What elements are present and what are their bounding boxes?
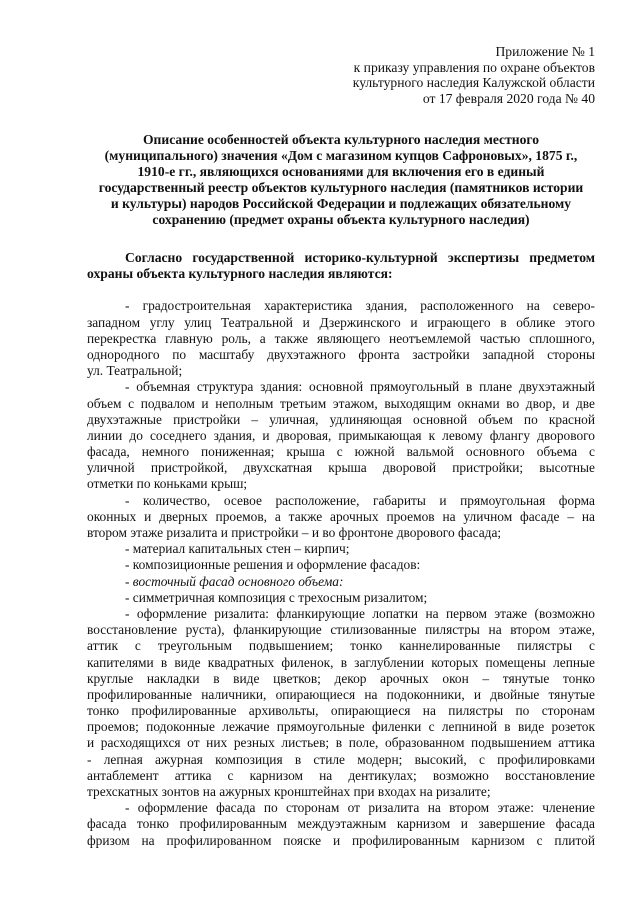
title-line: и культуры) народов Российской Федерации и подлежащих обязательному — [110, 196, 572, 211]
body-line: фризом на профилированном пояске и профилированным карнизом с плитой — [87, 832, 595, 848]
header-line: Приложение № 1 — [495, 44, 595, 59]
body-line: ул. Театральной; — [87, 363, 183, 379]
body-line: - объемная структура здания: основной прямоугольный в плане двухэтажный — [125, 379, 595, 395]
title-line: Описание особенностей объекта культурного наследия местного — [142, 132, 540, 147]
body-line: капителями в виде квадратных филенок, в заглублении которых помещены лепные — [87, 654, 595, 670]
header-line: культурного наследия Калужской области — [352, 75, 595, 90]
body-line: тонко профилированные архивольты, опирающиеся на пилястры по сторонам — [87, 703, 595, 719]
body-line: - количество, осевое расположение, габариты и прямоугольная форма — [125, 492, 595, 508]
body-line: - симметричная композиция с трехосным ризалитом; — [125, 589, 428, 605]
body-line: втором этаже ризалита и пристройки – и во фронтоне дворового фасада; — [87, 525, 502, 540]
title-line: государственный реестр объектов культурного наследия (памятников истории — [98, 180, 584, 195]
body-line: профилированные наличники, опирающиеся на подоконники, и двойные тянутые — [87, 686, 595, 702]
body-line: и расходящихся от них резных листьев; в поле, образованном подвышением аттика — [87, 735, 595, 751]
document-title — [87, 132, 595, 228]
body-line: трехскатных зонтов на ажурных кронштейнах при входах на ризалите; — [87, 784, 491, 799]
body-line: двухэтажные пристройки – уличная, удлиняющая основной объем по красной — [87, 411, 595, 427]
title-line: (муниципального) значения «Дом с магазином купцов Сафроновых», 1875 г., — [104, 148, 578, 163]
header-line: от 17 февраля 2020 года № 40 — [422, 90, 595, 106]
body-line: линии до соседнего здания, и дворовая, примыкающая к левому флангу дворового — [87, 427, 595, 443]
title-line: сохранению (предмет охраны объекта культурного наследия) — [152, 212, 530, 227]
body-line: фасада тонко профилированным междуэтажным карнизом и завершение фасада — [87, 816, 595, 832]
body-line: антаблемент аттика с карнизом на дентикулах; возможно восстановление — [87, 767, 595, 783]
body-line: фасада, немного пониженная; крыша с южной вальмой основного объема с — [87, 444, 595, 460]
body-line: - градостроительная характеристика здания, расположенного на северо- — [125, 298, 595, 314]
header-line: к приказу управления по охране объектов — [353, 59, 595, 75]
body-line: - лепная ажурная композиция в стиле модерн; высокий, с профилировками — [87, 751, 595, 767]
body-line: восстановление руста), фланкирующие стилизованные пилястры на втором этаже, — [87, 622, 595, 638]
body-line: однородного по масштабу двухэтажного фронта застройки западной стороны — [87, 346, 595, 362]
intro-line: Согласно государственной историко-культурной экспертизы предметом — [125, 250, 595, 265]
body-line: аттик с треугольным подвышением; тонко каннелированные пилястры с — [87, 638, 595, 654]
body-line: объем с подвалом и неполным третьим этажом, выходящим окнами во двор, и две — [87, 395, 595, 411]
body-line: - материал капитальных стен – кирпич; — [125, 541, 350, 557]
body-line: отметки по коньками крыш; — [87, 476, 248, 492]
body-line: - композиционные решения и оформление фасадов: — [125, 557, 421, 573]
body-line: оконных и дверных проемов, а также арочных проемов на уличном фасаде – на — [87, 508, 595, 524]
appendix-header — [87, 44, 595, 106]
body-line: перекрестка главную роль, а также являющего неотъемлемой частью сплошного, — [87, 330, 595, 346]
body-line: - восточный фасад основного объема: — [125, 573, 344, 589]
body-line: уличной пристройкой, двухскатная крыша дворовой пристройки; высотные — [87, 460, 595, 476]
body-line: - оформление фасада по сторонам от ризалита на втором этаже: членение — [125, 800, 595, 816]
body-line: круглые накладки в виде цветков; декор арочных окон – тянутые тонко — [87, 670, 595, 686]
intro-line: охраны объекта культурного наследия являются: — [87, 266, 393, 282]
title-line: 1910-е гг., являющихся основаниями для включения его в единый — [137, 164, 545, 179]
body-line: западном углу улиц Театральной и Дзержинского и играющего в облике этого — [87, 314, 595, 330]
body-line: проемов; подоконные лежачие прямоугольные филенки с лепниной в виде розеток — [87, 719, 595, 735]
body-line: - оформление ризалита: фланкирующие лопатки на первом этаже (возможно — [125, 605, 595, 621]
body-text — [87, 298, 595, 848]
intro-paragraph — [87, 250, 595, 282]
